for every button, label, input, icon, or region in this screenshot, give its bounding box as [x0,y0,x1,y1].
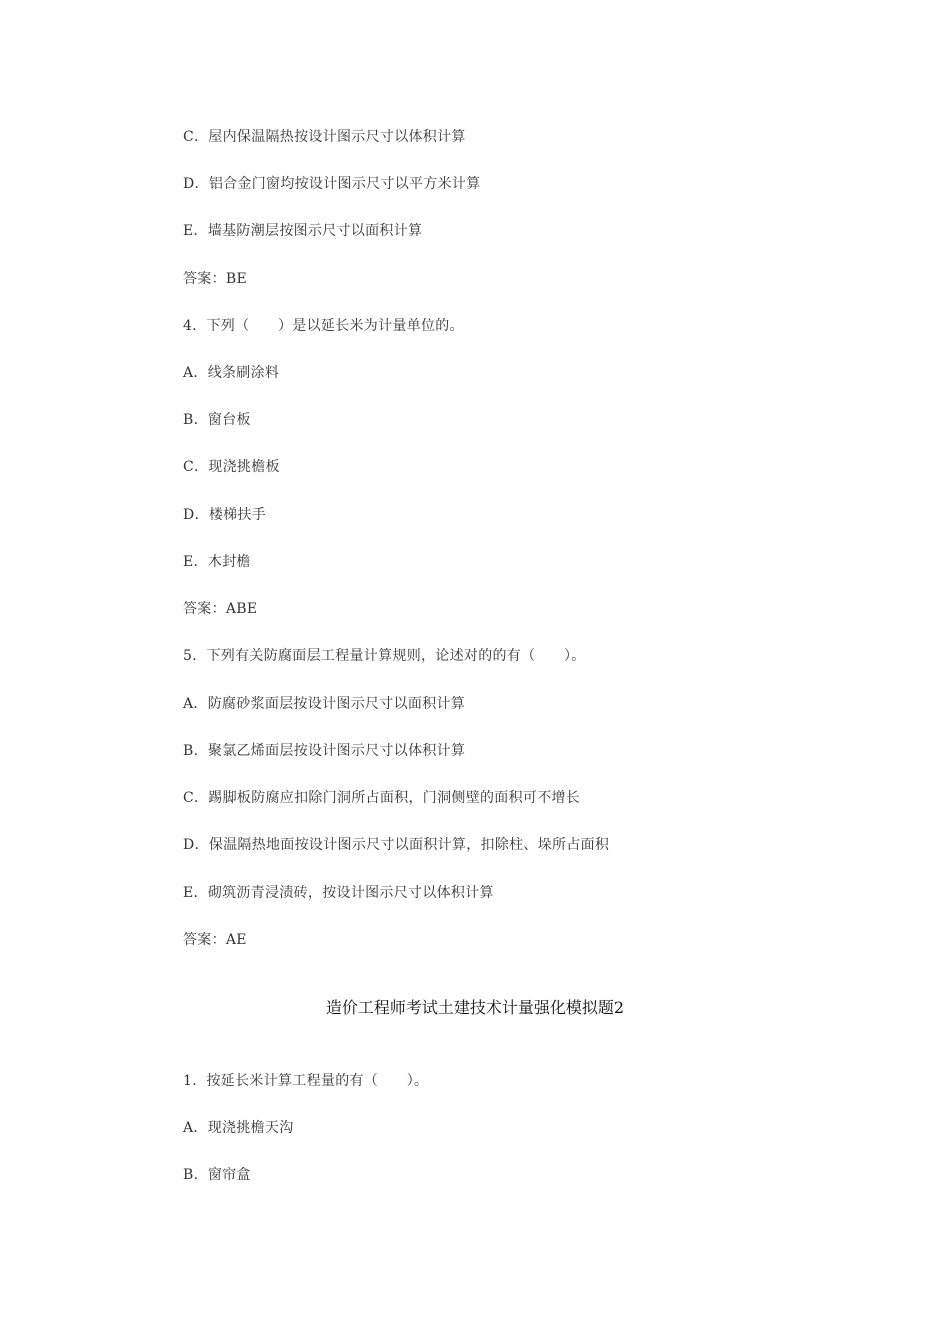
q4-option-d: D．楼梯扶手 [183,507,267,523]
q4-option-b: B．窗台板 [183,412,251,428]
q5-answer: 答案：AE [183,932,247,948]
q5-option-e: E．砌筑沥青浸渍砖，按设计图示尺寸以体积计算 [183,885,494,901]
q5-option-c: C．踢脚板防腐应扣除门洞所占面积，门洞侧壁的面积可不增长 [183,790,581,806]
option-d: D．铝合金门窗均按设计图示尺寸以平方米计算 [183,176,481,192]
q4-option-a: A．线条刷涂料 [183,365,280,381]
option-c: C．屋内保温隔热按设计图示尺寸以体积计算 [183,129,466,145]
question-4: 4．下列（ ）是以延长米为计量单位的。 [183,318,464,334]
section2-q1-option-b: B．窗帘盒 [183,1167,251,1183]
section2-question-1: 1．按延长米计算工程量的有（ ）。 [183,1073,429,1089]
q5-option-a: A．防腐砂浆面层按设计图示尺寸以面积计算 [183,696,466,712]
option-e: E．墙基防潮层按图示尺寸以面积计算 [183,223,423,239]
section2-q1-option-a: A．现浇挑檐天沟 [183,1120,294,1136]
answer: 答案：BE [183,271,248,287]
q5-option-d: D．保温隔热地面按设计图示尺寸以面积计算，扣除柱、垛所占面积 [183,837,610,853]
section-title: 造价工程师考试土建技术计量强化模拟题2 [325,998,625,1017]
q4-option-e: E．木封檐 [183,554,251,570]
q4-option-c: C．现浇挑檐板 [183,459,280,475]
question-5: 5．下列有关防腐面层工程量计算规则，论述对的的有（ ）。 [183,648,586,664]
q5-option-b: B．聚氯乙烯面层按设计图示尺寸以体积计算 [183,743,466,759]
q4-answer: 答案：ABE [183,601,258,617]
